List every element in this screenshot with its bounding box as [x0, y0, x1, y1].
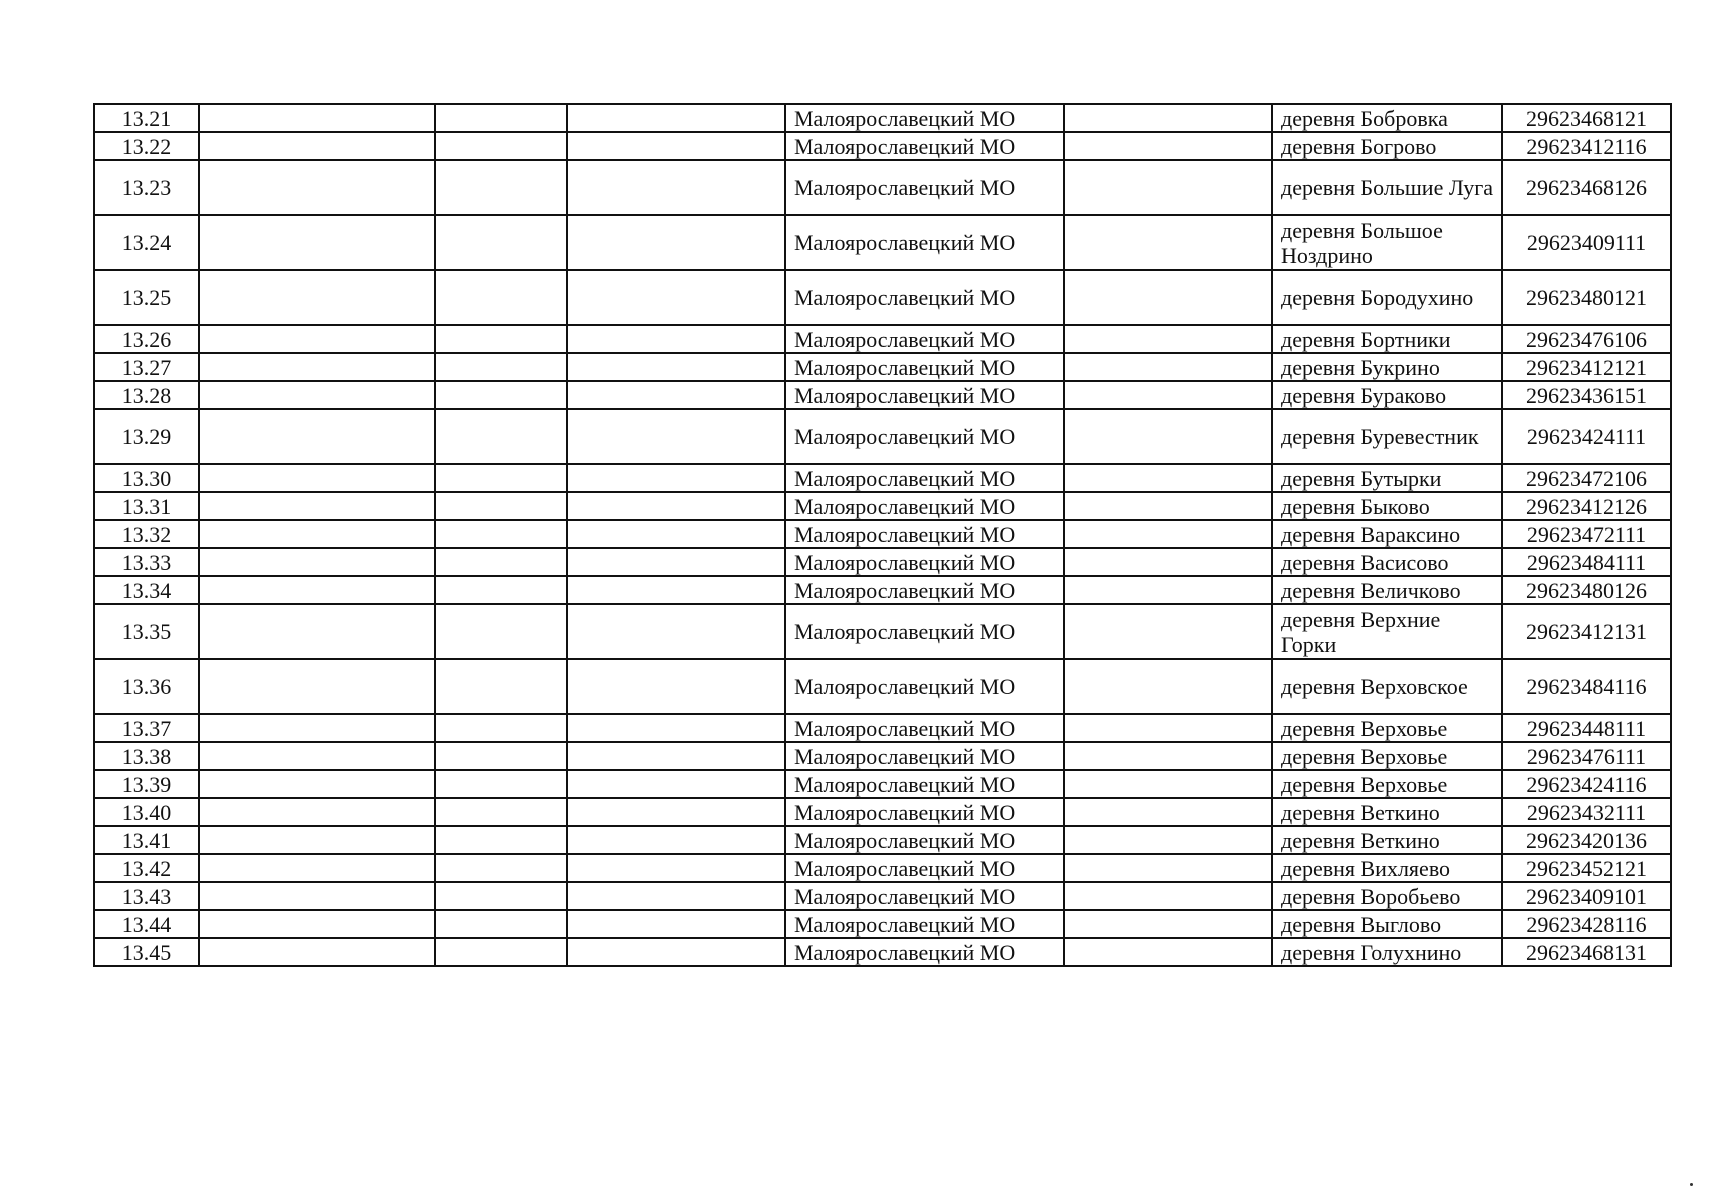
empty-cell-1	[199, 132, 435, 160]
empty-cell-4	[1064, 910, 1272, 938]
table-row	[94, 854, 1671, 882]
municipality-cell: Малоярославецкий МО	[785, 938, 1064, 966]
empty-cell-2	[435, 520, 567, 548]
empty-cell-2	[435, 826, 567, 854]
oktmo-code-cell: 29623412116	[1502, 132, 1671, 160]
empty-cell-2	[435, 215, 567, 270]
municipality-cell: Малоярославецкий МО	[785, 492, 1064, 520]
empty-cell-3	[567, 160, 785, 215]
empty-cell-4	[1064, 548, 1272, 576]
row-number-cell: 13.39	[94, 770, 199, 798]
settlement-cell: деревня Верховское	[1272, 659, 1502, 714]
empty-cell-4	[1064, 104, 1272, 132]
empty-cell-2	[435, 659, 567, 714]
empty-cell-4	[1064, 160, 1272, 215]
settlement-cell: деревня Веткино	[1272, 826, 1502, 854]
oktmo-code-cell: 29623412131	[1502, 604, 1671, 659]
municipality-cell: Малоярославецкий МО	[785, 160, 1064, 215]
row-number-cell: 13.40	[94, 798, 199, 826]
empty-cell-1	[199, 659, 435, 714]
oktmo-code-cell: 29623468131	[1502, 938, 1671, 966]
registry-table	[93, 103, 1672, 967]
empty-cell-4	[1064, 826, 1272, 854]
table-row	[94, 132, 1671, 160]
empty-cell-3	[567, 215, 785, 270]
empty-cell-1	[199, 714, 435, 742]
settlement-cell: деревня Бураково	[1272, 381, 1502, 409]
row-number-cell: 13.26	[94, 325, 199, 353]
municipality-cell: Малоярославецкий МО	[785, 464, 1064, 492]
table-row	[94, 798, 1671, 826]
row-number-cell: 13.22	[94, 132, 199, 160]
table-row	[94, 714, 1671, 742]
settlement-cell: деревня Выглово	[1272, 910, 1502, 938]
row-number-cell: 13.37	[94, 714, 199, 742]
empty-cell-1	[199, 325, 435, 353]
empty-cell-4	[1064, 882, 1272, 910]
municipality-cell: Малоярославецкий МО	[785, 132, 1064, 160]
municipality-cell: Малоярославецкий МО	[785, 270, 1064, 325]
municipality-cell: Малоярославецкий МО	[785, 659, 1064, 714]
row-number-cell: 13.28	[94, 381, 199, 409]
empty-cell-3	[567, 826, 785, 854]
empty-cell-2	[435, 492, 567, 520]
municipality-cell: Малоярославецкий МО	[785, 742, 1064, 770]
oktmo-code-cell: 29623480121	[1502, 270, 1671, 325]
empty-cell-1	[199, 492, 435, 520]
table-row	[94, 938, 1671, 966]
empty-cell-3	[567, 132, 785, 160]
empty-cell-3	[567, 854, 785, 882]
municipality-cell: Малоярославецкий МО	[785, 604, 1064, 659]
oktmo-code-cell: 29623484111	[1502, 548, 1671, 576]
empty-cell-3	[567, 270, 785, 325]
empty-cell-4	[1064, 464, 1272, 492]
municipality-cell: Малоярославецкий МО	[785, 714, 1064, 742]
empty-cell-3	[567, 714, 785, 742]
empty-cell-4	[1064, 604, 1272, 659]
settlement-cell: деревня Богрово	[1272, 132, 1502, 160]
settlement-cell: деревня Букрино	[1272, 353, 1502, 381]
empty-cell-4	[1064, 520, 1272, 548]
empty-cell-2	[435, 910, 567, 938]
empty-cell-3	[567, 464, 785, 492]
row-number-cell: 13.44	[94, 910, 199, 938]
empty-cell-4	[1064, 353, 1272, 381]
table-row	[94, 409, 1671, 464]
empty-cell-2	[435, 381, 567, 409]
row-number-cell: 13.34	[94, 576, 199, 604]
municipality-cell: Малоярославецкий МО	[785, 104, 1064, 132]
municipality-cell: Малоярославецкий МО	[785, 882, 1064, 910]
empty-cell-3	[567, 770, 785, 798]
empty-cell-1	[199, 910, 435, 938]
empty-cell-4	[1064, 742, 1272, 770]
settlement-cell: деревня Верхние Горки	[1272, 604, 1502, 659]
empty-cell-2	[435, 742, 567, 770]
table-row	[94, 520, 1671, 548]
oktmo-code-cell: 29623484116	[1502, 659, 1671, 714]
empty-cell-3	[567, 576, 785, 604]
row-number-cell: 13.42	[94, 854, 199, 882]
row-number-cell: 13.35	[94, 604, 199, 659]
empty-cell-1	[199, 770, 435, 798]
municipality-cell: Малоярославецкий МО	[785, 910, 1064, 938]
oktmo-code-cell: 29623409101	[1502, 882, 1671, 910]
table-row	[94, 576, 1671, 604]
oktmo-code-cell: 29623428116	[1502, 910, 1671, 938]
settlement-cell: деревня Воробьево	[1272, 882, 1502, 910]
row-number-cell: 13.24	[94, 215, 199, 270]
empty-cell-3	[567, 325, 785, 353]
municipality-cell: Малоярославецкий МО	[785, 798, 1064, 826]
oktmo-code-cell: 29623436151	[1502, 381, 1671, 409]
settlement-cell: деревня Быково	[1272, 492, 1502, 520]
oktmo-code-cell: 29623468121	[1502, 104, 1671, 132]
empty-cell-4	[1064, 325, 1272, 353]
empty-cell-4	[1064, 714, 1272, 742]
empty-cell-1	[199, 798, 435, 826]
empty-cell-4	[1064, 215, 1272, 270]
empty-cell-3	[567, 381, 785, 409]
scan-speck	[1690, 1183, 1693, 1186]
table-row	[94, 742, 1671, 770]
row-number-cell: 13.23	[94, 160, 199, 215]
table-row	[94, 882, 1671, 910]
settlement-cell: деревня Вараксино	[1272, 520, 1502, 548]
oktmo-code-cell: 29623452121	[1502, 854, 1671, 882]
empty-cell-1	[199, 464, 435, 492]
empty-cell-4	[1064, 659, 1272, 714]
empty-cell-1	[199, 520, 435, 548]
row-number-cell: 13.36	[94, 659, 199, 714]
oktmo-code-cell: 29623468126	[1502, 160, 1671, 215]
settlement-cell: деревня Величково	[1272, 576, 1502, 604]
empty-cell-4	[1064, 854, 1272, 882]
table-row	[94, 770, 1671, 798]
settlement-cell: деревня Веткино	[1272, 798, 1502, 826]
empty-cell-2	[435, 576, 567, 604]
row-number-cell: 13.27	[94, 353, 199, 381]
table-row	[94, 215, 1671, 270]
empty-cell-1	[199, 270, 435, 325]
empty-cell-4	[1064, 381, 1272, 409]
empty-cell-3	[567, 604, 785, 659]
municipality-cell: Малоярославецкий МО	[785, 576, 1064, 604]
row-number-cell: 13.32	[94, 520, 199, 548]
table-row	[94, 381, 1671, 409]
settlement-cell: деревня Голухнино	[1272, 938, 1502, 966]
empty-cell-3	[567, 910, 785, 938]
empty-cell-1	[199, 548, 435, 576]
oktmo-code-cell: 29623476106	[1502, 325, 1671, 353]
empty-cell-2	[435, 604, 567, 659]
oktmo-code-cell: 29623420136	[1502, 826, 1671, 854]
row-number-cell: 13.29	[94, 409, 199, 464]
empty-cell-1	[199, 854, 435, 882]
empty-cell-4	[1064, 492, 1272, 520]
settlement-cell: деревня Верховье	[1272, 714, 1502, 742]
empty-cell-1	[199, 826, 435, 854]
table-row	[94, 910, 1671, 938]
empty-cell-2	[435, 548, 567, 576]
row-number-cell: 13.43	[94, 882, 199, 910]
settlement-cell: деревня Буревестник	[1272, 409, 1502, 464]
empty-cell-1	[199, 409, 435, 464]
row-number-cell: 13.45	[94, 938, 199, 966]
table-row	[94, 325, 1671, 353]
oktmo-code-cell: 29623409111	[1502, 215, 1671, 270]
empty-cell-4	[1064, 409, 1272, 464]
empty-cell-2	[435, 882, 567, 910]
municipality-cell: Малоярославецкий МО	[785, 770, 1064, 798]
empty-cell-4	[1064, 770, 1272, 798]
settlement-cell: деревня Большое Ноздрино	[1272, 215, 1502, 270]
empty-cell-1	[199, 576, 435, 604]
empty-cell-2	[435, 353, 567, 381]
table-row	[94, 548, 1671, 576]
empty-cell-3	[567, 520, 785, 548]
settlement-cell: деревня Вихляево	[1272, 854, 1502, 882]
table-row	[94, 270, 1671, 325]
municipality-cell: Малоярославецкий МО	[785, 353, 1064, 381]
municipality-cell: Малоярославецкий МО	[785, 520, 1064, 548]
empty-cell-3	[567, 409, 785, 464]
table-row	[94, 826, 1671, 854]
settlement-cell: деревня Большие Луга	[1272, 160, 1502, 215]
empty-cell-1	[199, 104, 435, 132]
table-row	[94, 604, 1671, 659]
empty-cell-1	[199, 160, 435, 215]
empty-cell-2	[435, 325, 567, 353]
oktmo-code-cell: 29623424111	[1502, 409, 1671, 464]
oktmo-code-cell: 29623480126	[1502, 576, 1671, 604]
empty-cell-2	[435, 160, 567, 215]
table-row	[94, 353, 1671, 381]
empty-cell-1	[199, 742, 435, 770]
settlement-cell: деревня Верховье	[1272, 770, 1502, 798]
table-row	[94, 492, 1671, 520]
settlement-cell: деревня Бородухино	[1272, 270, 1502, 325]
oktmo-code-cell: 29623476111	[1502, 742, 1671, 770]
row-number-cell: 13.38	[94, 742, 199, 770]
row-number-cell: 13.21	[94, 104, 199, 132]
empty-cell-4	[1064, 132, 1272, 160]
empty-cell-4	[1064, 270, 1272, 325]
empty-cell-1	[199, 381, 435, 409]
municipality-cell: Малоярославецкий МО	[785, 325, 1064, 353]
table-body	[94, 104, 1671, 966]
row-number-cell: 13.25	[94, 270, 199, 325]
oktmo-code-cell: 29623412121	[1502, 353, 1671, 381]
empty-cell-3	[567, 104, 785, 132]
settlement-cell: деревня Васисово	[1272, 548, 1502, 576]
empty-cell-3	[567, 742, 785, 770]
row-number-cell: 13.33	[94, 548, 199, 576]
municipality-cell: Малоярославецкий МО	[785, 381, 1064, 409]
settlement-cell: деревня Бобровка	[1272, 104, 1502, 132]
empty-cell-1	[199, 353, 435, 381]
empty-cell-2	[435, 409, 567, 464]
oktmo-code-cell: 29623472106	[1502, 464, 1671, 492]
empty-cell-2	[435, 770, 567, 798]
municipality-cell: Малоярославецкий МО	[785, 215, 1064, 270]
empty-cell-1	[199, 215, 435, 270]
empty-cell-2	[435, 938, 567, 966]
municipality-cell: Малоярославецкий МО	[785, 854, 1064, 882]
table-row	[94, 464, 1671, 492]
empty-cell-3	[567, 882, 785, 910]
oktmo-code-cell: 29623412126	[1502, 492, 1671, 520]
oktmo-code-cell: 29623432111	[1502, 798, 1671, 826]
empty-cell-2	[435, 464, 567, 492]
empty-cell-2	[435, 270, 567, 325]
empty-cell-2	[435, 854, 567, 882]
empty-cell-4	[1064, 798, 1272, 826]
empty-cell-2	[435, 798, 567, 826]
empty-cell-3	[567, 492, 785, 520]
empty-cell-1	[199, 604, 435, 659]
empty-cell-1	[199, 938, 435, 966]
settlement-cell: деревня Верховье	[1272, 742, 1502, 770]
municipality-cell: Малоярославецкий МО	[785, 826, 1064, 854]
empty-cell-4	[1064, 576, 1272, 604]
municipality-cell: Малоярославецкий МО	[785, 409, 1064, 464]
table-row	[94, 659, 1671, 714]
empty-cell-3	[567, 798, 785, 826]
empty-cell-3	[567, 938, 785, 966]
oktmo-code-cell: 29623472111	[1502, 520, 1671, 548]
empty-cell-3	[567, 548, 785, 576]
empty-cell-2	[435, 104, 567, 132]
empty-cell-3	[567, 353, 785, 381]
oktmo-code-cell: 29623448111	[1502, 714, 1671, 742]
table-row	[94, 104, 1671, 132]
empty-cell-2	[435, 132, 567, 160]
empty-cell-1	[199, 882, 435, 910]
row-number-cell: 13.30	[94, 464, 199, 492]
row-number-cell: 13.31	[94, 492, 199, 520]
empty-cell-3	[567, 659, 785, 714]
oktmo-code-cell: 29623424116	[1502, 770, 1671, 798]
settlement-cell: деревня Бортники	[1272, 325, 1502, 353]
row-number-cell: 13.41	[94, 826, 199, 854]
settlement-cell: деревня Бутырки	[1272, 464, 1502, 492]
empty-cell-2	[435, 714, 567, 742]
empty-cell-4	[1064, 938, 1272, 966]
municipality-cell: Малоярославецкий МО	[785, 548, 1064, 576]
table-row	[94, 160, 1671, 215]
